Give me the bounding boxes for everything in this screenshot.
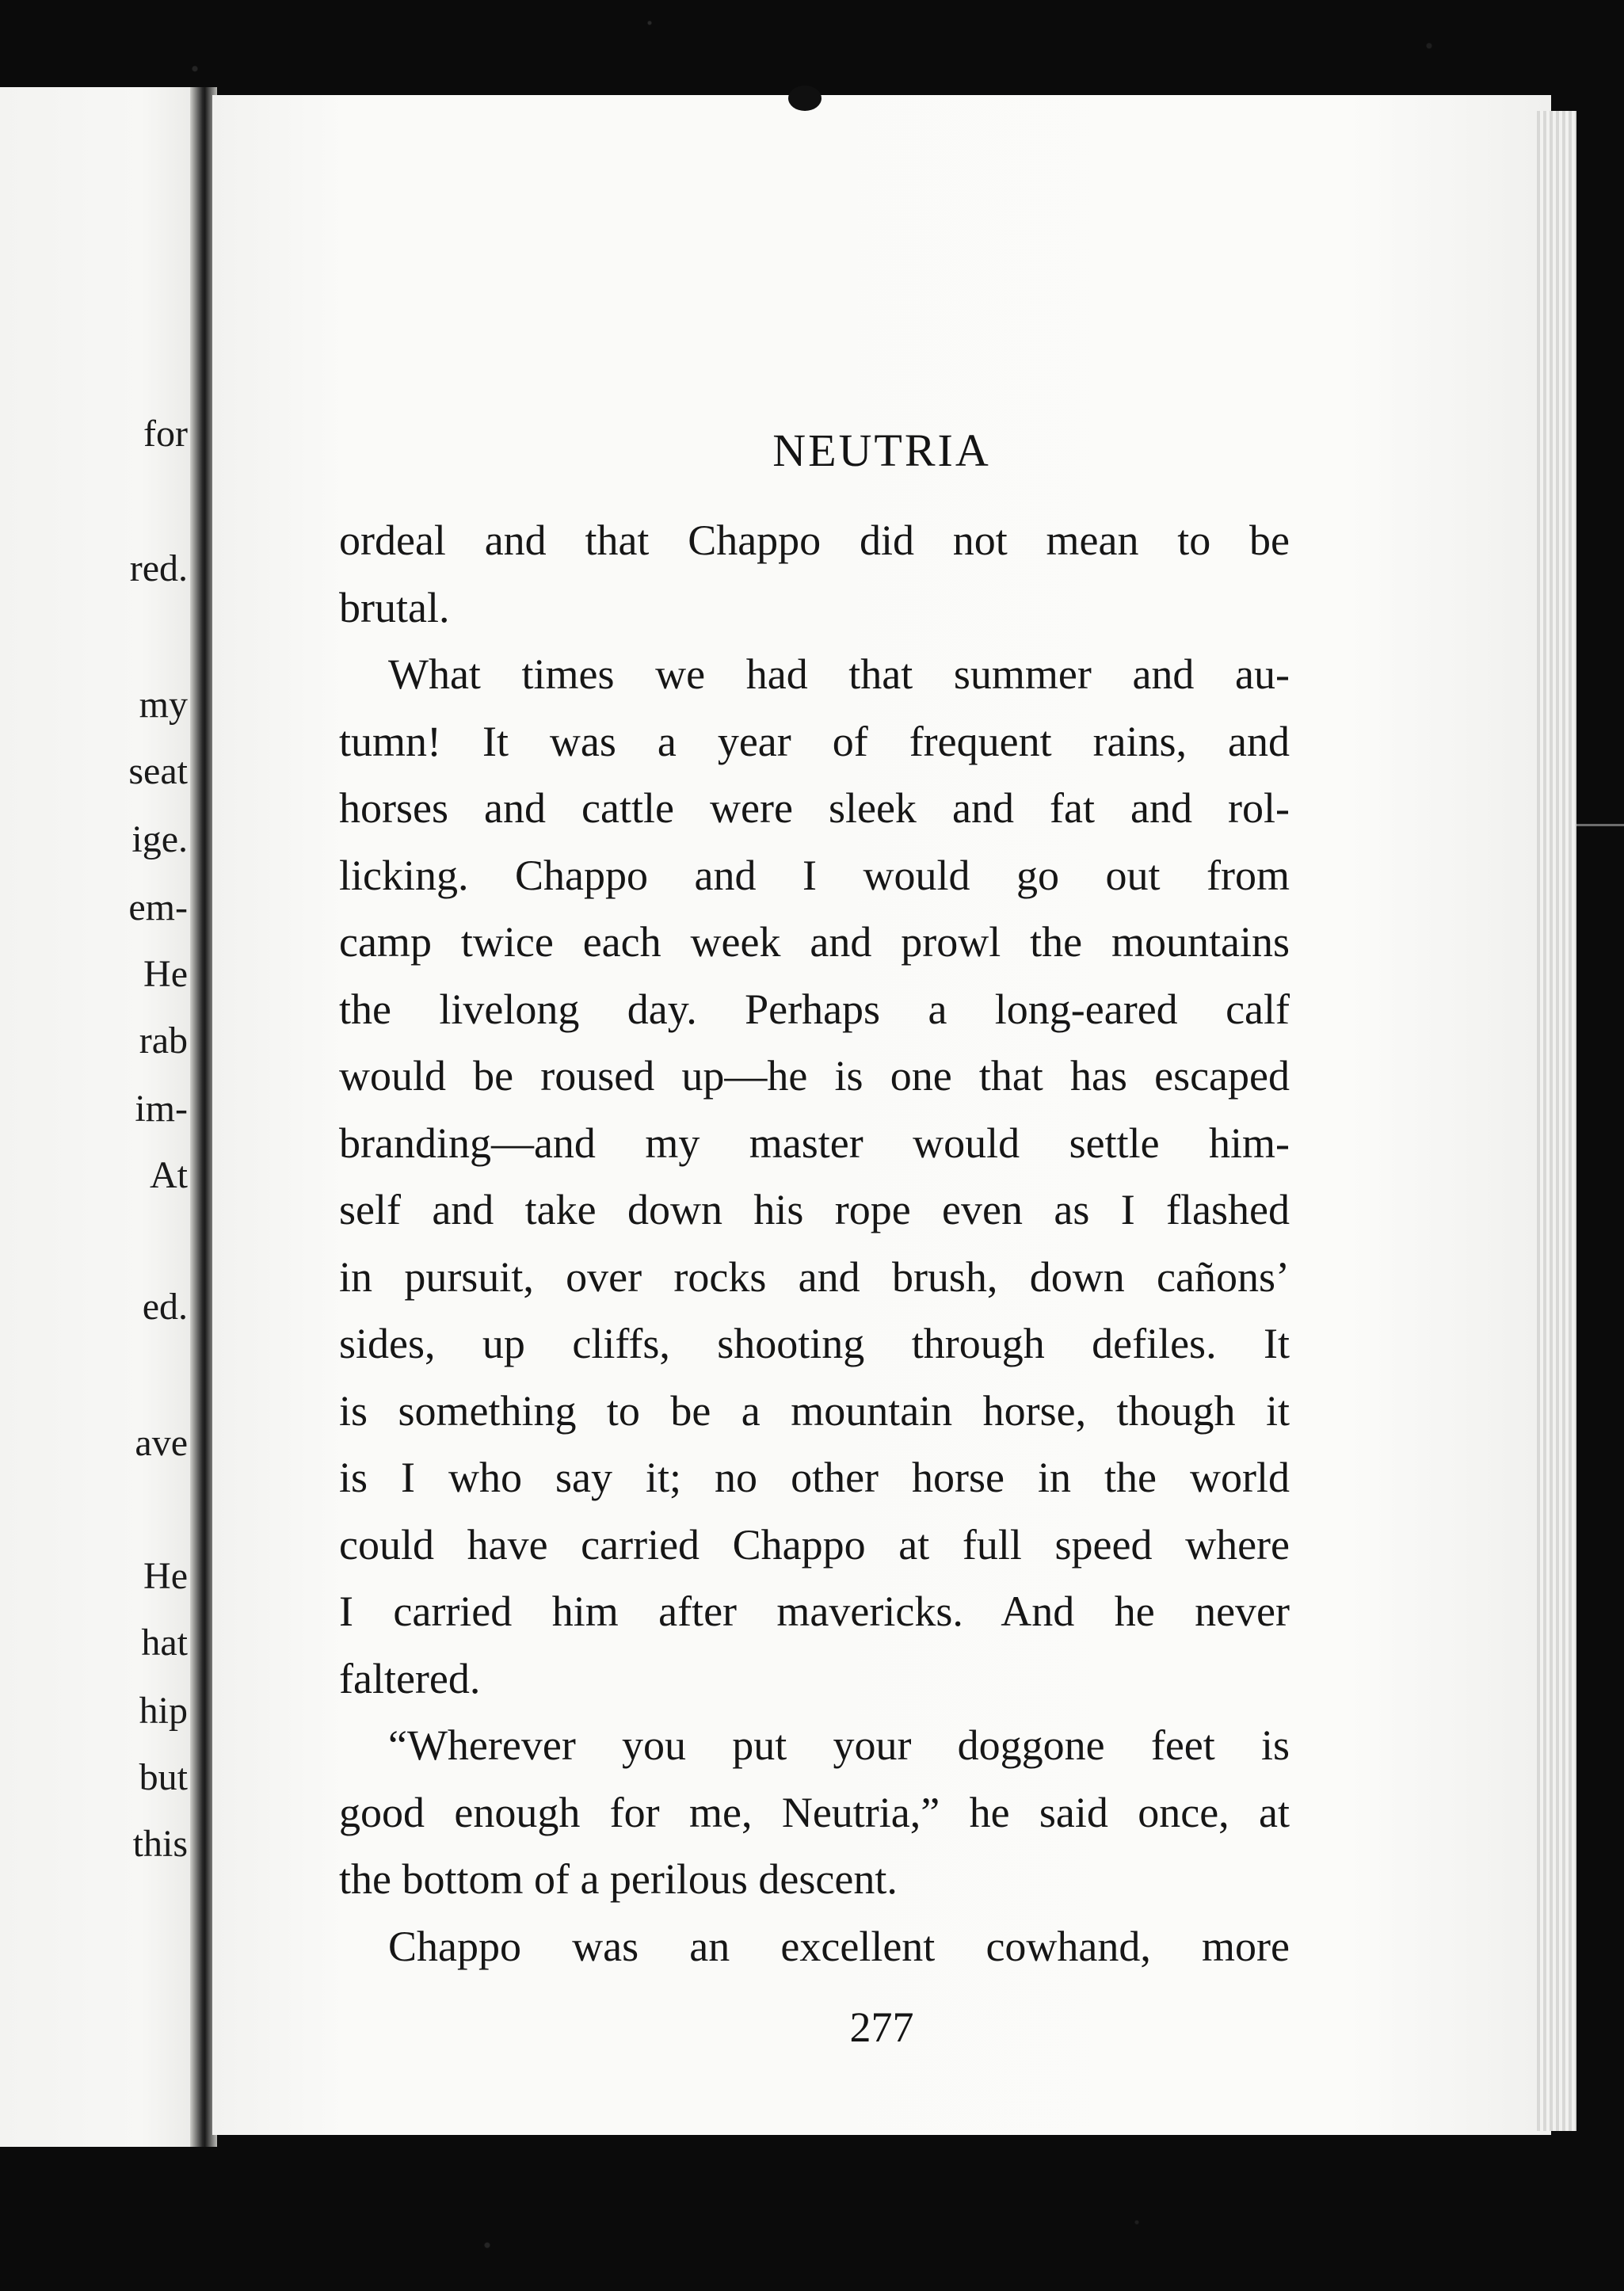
left-line-fragment: my <box>139 684 188 726</box>
text-line: the livelong day. Perhaps a long-eared calf <box>339 985 1290 1033</box>
left-line-fragment: ige. <box>132 818 188 860</box>
text-line: What times we had that summer and au- <box>388 650 1290 698</box>
left-line-fragment: em- <box>128 886 188 928</box>
running-head: NEUTRIA <box>772 425 991 476</box>
body-text <box>339 507 1290 1980</box>
text-line: licking. Chappo and I would go out from <box>339 851 1290 899</box>
text-line: is something to be a mountain horse, though it <box>339 1386 1290 1435</box>
text-line: is I who say it; no other horse in the world <box>339 1454 1290 1501</box>
film-scratch <box>1576 824 1624 826</box>
text-line: brutal. <box>339 583 450 631</box>
text-line: would be roused up—he is one that has escaped <box>339 1052 1290 1100</box>
text-line: horses and cattle were sleek and fat and rol- <box>339 784 1290 832</box>
left-line-fragment: im- <box>135 1088 188 1130</box>
left-line-fragment: rab <box>139 1020 188 1062</box>
left-line-fragment: but <box>139 1756 188 1798</box>
text-line: ordeal and that Chappo did not mean to be <box>339 517 1290 564</box>
text-line: camp twice each week and prowl the mountains <box>339 918 1290 966</box>
text-line: faltered. <box>339 1654 481 1702</box>
text-line: self and take down his rope even as I flashed <box>339 1186 1290 1233</box>
left-line-fragment: for <box>143 413 188 455</box>
left-line-fragment: ave <box>135 1422 188 1464</box>
text-line: I carried him after mavericks. And he never <box>339 1588 1290 1635</box>
left-line-fragment: hat <box>141 1622 188 1664</box>
left-line-fragment: seat <box>128 750 188 792</box>
text-line: the bottom of a perilous descent. <box>339 1855 898 1903</box>
text-line: branding—and my master would settle him- <box>339 1119 1290 1167</box>
previous-page-fragment <box>0 87 202 2147</box>
text-line: Chappo was an excellent cowhand, more <box>388 1922 1290 1970</box>
text-line: good enough for me, Neutria,” he said once, at <box>339 1788 1290 1836</box>
left-line-fragment: He <box>143 953 188 995</box>
text-line: “Wherever you put your doggone feet is <box>388 1721 1290 1769</box>
left-line-fragment: He <box>143 1555 188 1597</box>
left-line-fragment: red. <box>129 547 188 589</box>
left-line-fragment: hip <box>139 1690 188 1732</box>
left-line-fragment: this <box>132 1823 188 1865</box>
left-line-fragment: ed. <box>142 1286 188 1328</box>
page-number: 277 <box>849 2003 914 2051</box>
book-page <box>212 95 1551 2135</box>
text-line: could have carried Chappo at full speed where <box>339 1520 1290 1569</box>
text-line: sides, up cliffs, shooting through defiles. It <box>339 1320 1290 1367</box>
left-line-fragment: At <box>150 1154 188 1196</box>
binding-mark <box>788 86 822 111</box>
text-line: tumn! It was a year of frequent rains, and <box>339 717 1290 765</box>
text-line: in pursuit, over rocks and brush, down cañons’ <box>339 1252 1290 1301</box>
page-stack-edge <box>1537 111 1576 2131</box>
